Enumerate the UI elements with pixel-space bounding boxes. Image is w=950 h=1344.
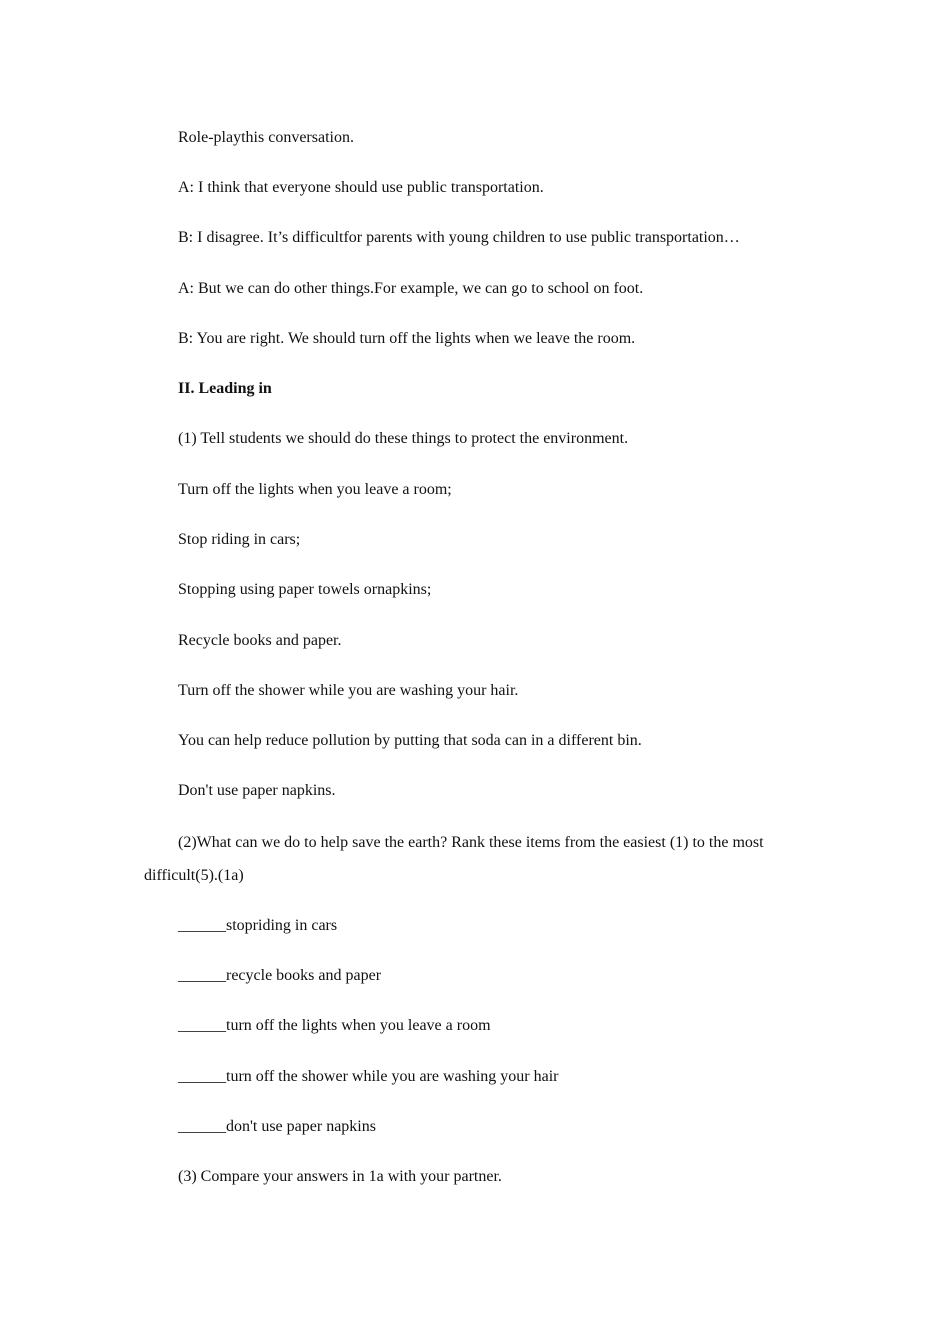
list-item: Don't use paper napkins. — [178, 782, 336, 799]
step-2-text: (2)What can we do to help save the earth? Rank these items from the easiest (1) to the most difficult(5).(1a) — [144, 834, 764, 884]
list-item: You can help reduce pollution by putting that soda can in a different bin. — [178, 732, 642, 749]
list-item: Stopping using paper towels ornapkins; — [178, 581, 432, 598]
dialogue-line-a1: A: I think that everyone should use public transportation. — [178, 179, 544, 196]
rank-item: ______don't use paper napkins — [178, 1118, 376, 1135]
rank-item: ______turn off the shower while you are washing your hair — [178, 1068, 559, 1085]
step-1-text: (1) Tell students we should do these things to protect the environment. — [178, 430, 629, 447]
list-item: Turn off the shower while you are washing your hair. — [178, 682, 519, 699]
dialogue-line-b2: B: You are right. We should turn off the lights when we leave the room. — [178, 330, 636, 347]
list-item: Turn off the lights when you leave a room; — [178, 481, 452, 498]
rank-item: ______recycle books and paper — [178, 967, 382, 984]
step-3-text: (3) Compare your answers in 1a with your partner. — [178, 1168, 502, 1185]
rank-item: ______stopriding in cars — [178, 917, 338, 934]
list-item: Stop riding in cars; — [178, 531, 301, 548]
dialogue-line-b1: B: I disagree. It’s difficultfor parents with young children to use public transportation… — [178, 229, 740, 246]
dialogue-line-a2: A: But we can do other things.For example, we can go to school on foot. — [178, 280, 644, 297]
rank-item: ______turn off the lights when you leave a room — [178, 1017, 491, 1034]
list-item: Recycle books and paper. — [178, 632, 342, 649]
instruction-roleplay: Role-playthis conversation. — [178, 129, 354, 146]
section-heading-leading-in: II. Leading in — [178, 380, 272, 397]
